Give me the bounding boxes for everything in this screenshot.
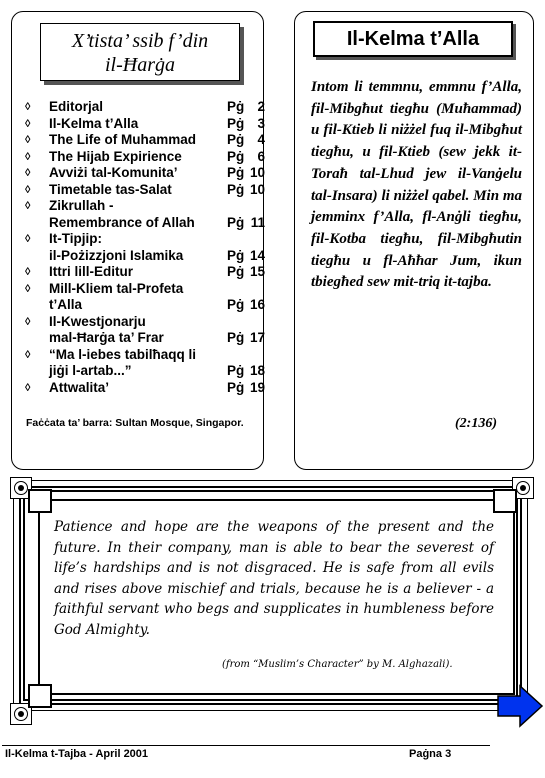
footer-publication: Il-Kelma t-Tajba - April 2001 [5, 748, 149, 760]
toc-item-title: Il-Kwestjonarju mal-Ħarġa ta’ Frar [49, 313, 164, 345]
toc-item-title: Avviżi tal-Komunita’ [49, 165, 178, 180]
toc-page-number: 6 [257, 148, 265, 164]
diamond-bullet-icon: ◊ [25, 183, 31, 196]
toc-page-prefix: Pġ [227, 99, 245, 114]
toc-item-title: The Life of Muhammad [49, 132, 197, 147]
toc-page-prefix: Pġ [227, 247, 245, 263]
diamond-bullet-icon: ◊ [25, 266, 31, 278]
toc-page-number: 17 [249, 330, 265, 345]
verse-title: Il-Kelma t’Alla [313, 21, 513, 57]
patience-quote: Patience and hope are the weapons of the present and the future. In their company, man is able to bear the severest of life’s hardships and is not disgraced. He is safe from all evils and rises above mischief and trials, because he is a believer - a faithful servant who begs and supplicates in humbleness before God Almighty. [54, 519, 494, 638]
toc-page-number: 4 [257, 132, 265, 147]
toc-page-number: 10 [249, 181, 265, 197]
toc-page-number: 16 [249, 297, 265, 312]
diamond-bullet-icon: ◊ [25, 315, 31, 328]
toc-item[interactable] [25, 182, 265, 199]
toc-item-title: Attwalita’ [49, 379, 110, 395]
contents-title-line1: X’tista’ ssib f’din [71, 30, 209, 52]
toc-page-prefix: Pġ [227, 165, 245, 180]
toc-item[interactable] [25, 347, 265, 380]
next-page-arrow-icon[interactable] [496, 684, 544, 728]
toc-page-prefix: Pġ [227, 264, 245, 279]
toc-page-number: 15 [249, 264, 265, 279]
toc-page-number: 14 [249, 247, 265, 263]
frame-knot-ornament [493, 489, 517, 513]
toc-item-title: Ittri lill-Editur [49, 264, 133, 279]
toc-item[interactable] [25, 132, 265, 149]
contents-panel [11, 11, 264, 470]
diamond-bullet-icon: ◊ [25, 348, 31, 361]
toc-page-prefix: Pġ [227, 214, 245, 230]
toc-item-title: Il-Kelma t’Alla [49, 115, 139, 131]
toc-page-prefix: Pġ [227, 379, 245, 395]
diamond-bullet-icon: ◊ [25, 134, 31, 146]
toc-item-title: “Ma l-iebes tabilħaqq li jiġi l-artab...” [49, 346, 197, 378]
toc-page-prefix: Pġ [227, 297, 245, 312]
toc-item[interactable] [25, 99, 265, 116]
toc-item[interactable] [25, 380, 265, 397]
verse-panel [294, 11, 534, 470]
verse-reference: (2:136) [455, 416, 497, 431]
toc-item[interactable] [25, 231, 265, 264]
toc-item-title: Timetable tas-Salat [49, 181, 172, 197]
toc-page-prefix: Pġ [227, 363, 245, 378]
toc-page-prefix: Pġ [227, 181, 245, 197]
frame-knot-ornament [28, 489, 52, 513]
toc-item-title: Zikrullah - Remembrance of Allah [49, 198, 195, 230]
diamond-bullet-icon: ◊ [25, 101, 31, 113]
footer-page-number: Paġna 3 [409, 748, 452, 760]
toc-item-title: The Hijab Expirience [49, 148, 182, 164]
toc-page-number: 2 [257, 99, 265, 114]
toc-item[interactable] [25, 165, 265, 182]
toc-page-prefix: Pġ [227, 132, 245, 147]
cover-caption: Faċċata ta’ barra: Sultan Mosque, Singapor. [26, 417, 244, 429]
toc-item-title: It-Tipjip: il-Pożizzjoni Islamika [49, 231, 184, 263]
toc-item[interactable] [25, 116, 265, 133]
toc-item[interactable] [25, 264, 265, 281]
diamond-bullet-icon: ◊ [25, 117, 31, 130]
toc-page-number: 3 [257, 115, 265, 131]
toc-item[interactable] [25, 314, 265, 347]
toc-item[interactable] [25, 281, 265, 314]
diamond-bullet-icon: ◊ [25, 200, 31, 212]
diamond-bullet-icon: ◊ [25, 282, 31, 295]
diamond-bullet-icon: ◊ [25, 167, 31, 179]
toc-item[interactable] [25, 198, 265, 231]
toc-page-prefix: Pġ [227, 115, 245, 131]
toc-item[interactable] [25, 149, 265, 166]
toc-page-number: 10 [249, 165, 265, 180]
table-of-contents [25, 99, 265, 396]
diamond-bullet-icon: ◊ [25, 381, 31, 394]
diamond-bullet-icon: ◊ [25, 233, 31, 245]
frame-knot-ornament [28, 684, 52, 708]
footer-rule [2, 745, 490, 746]
toc-item-title: Mill-Kliem tal-Profeta t’Alla [49, 280, 184, 312]
quote-attribution: (from “Muslim’s Character” by M. Alghazali). [222, 659, 453, 670]
diamond-bullet-icon: ◊ [25, 150, 31, 163]
toc-page-number: 18 [249, 363, 265, 378]
toc-page-number: 11 [250, 214, 265, 230]
verse-text: Intom li temmnu, emmnu f’Alla, fil-Mibgħut tiegħu (Muħammad) u fil-Ktieb li niżżel fuq il-Mibgħut tiegħu, u fil-Ktieb (sew jekk it-Toraħ tal-Lhud jew il-Vanġelu tal-Insara) li niżżel qabel. Min ma jemminx f’Alla, fl-Anġli tiegħu, fil-Kotba tiegħu, fil-Mibgħutin tiegħu u fl-Aħħar Jum, ikun tbiegħed sew mit-triq it-tajba. [311, 79, 522, 291]
contents-title-box [40, 23, 240, 81]
toc-page-number: 19 [249, 379, 265, 395]
contents-title-line2: il-Ħarġa [105, 54, 175, 76]
toc-page-prefix: Pġ [227, 330, 245, 345]
toc-page-prefix: Pġ [227, 148, 245, 164]
toc-item-title: Editorjal [49, 99, 104, 114]
